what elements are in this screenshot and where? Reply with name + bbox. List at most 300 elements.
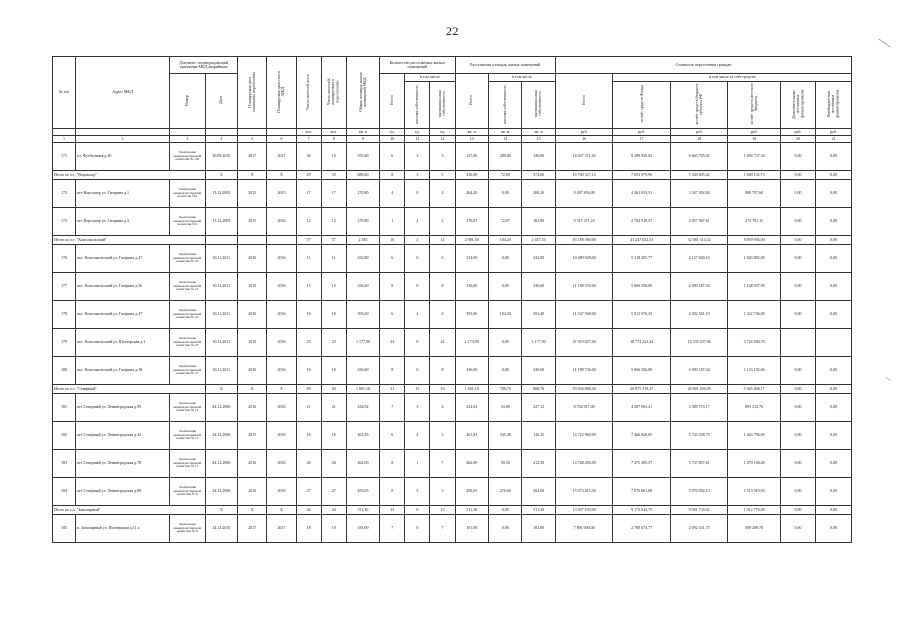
table-cell: 1 680 132,73 (728, 171, 780, 180)
table-cell: 4 (405, 208, 430, 236)
header-area-group: Расселяемая площадь жилых помещений (455, 57, 555, 74)
column-number-cell: 15 (522, 136, 555, 143)
unit-cell: руб. (555, 129, 613, 136)
table-cell: 17 (296, 180, 321, 208)
units-blank-cell (53, 129, 76, 136)
table-cell: 393,60 (455, 301, 488, 329)
table-cell: 6 (380, 245, 405, 273)
table-cell: 868,70 (522, 385, 555, 394)
table-cell: 8 (380, 478, 405, 506)
table-cell: 7 670 861,08 (613, 478, 671, 506)
row-index: 177 (53, 273, 76, 301)
table-cell: 14 723 960,00 (555, 422, 613, 450)
header-cost-incl: в том числе за счёт средств (613, 74, 852, 82)
table-cell: 1 470 108,40 (728, 450, 780, 478)
table-cell: 0,00 (780, 506, 816, 515)
table-cell: 27 (296, 478, 321, 506)
table-cell: 2 981,50 (455, 236, 488, 245)
table-cell: 0,00 (816, 143, 852, 171)
column-number-cell: 16 (555, 136, 613, 143)
row-document: Заключение межведомственной комиссии № 13 (170, 422, 206, 450)
header-area-municipal: муниципальная собственность (522, 82, 555, 129)
table-cell: 23 (321, 329, 346, 357)
table-cell: 0,00 (488, 273, 521, 301)
table-cell: 511,30 (522, 506, 555, 515)
table-cell: 555,60 (346, 143, 379, 171)
table-cell: 511,30 (346, 506, 379, 515)
table-cell: 6 (430, 245, 455, 273)
table-cell: 1 177,90 (346, 329, 379, 357)
table-cell: 0 (405, 245, 430, 273)
table-cell: 24.12.2006 (205, 450, 237, 478)
subtotal-label: Итого по п.г. "Северный" (53, 385, 206, 394)
table-cell: 2 704 018,37 (613, 208, 671, 236)
table-cell: 4 361 653,51 (613, 180, 671, 208)
header-extra: Дополнительные источники финансирования (780, 82, 816, 129)
table-cell: 2017 (238, 515, 267, 543)
table-cell: 0 (405, 357, 430, 385)
table-cell: 10 (321, 515, 346, 543)
header-extra-2: Внебюджетные источники финансирования (816, 82, 852, 129)
table-cell (205, 236, 237, 245)
column-number-cell: 18 (670, 136, 728, 143)
row-document: Заключение межведомственной комиссии № 103 (170, 143, 206, 171)
row-address: пос. Комсомольский ул. Гагарина д.36 (76, 273, 170, 301)
table-cell: 15 073 413,30 (555, 478, 613, 506)
table-cell: 25 (321, 171, 346, 180)
table-cell: 5 315 471,24 (555, 208, 613, 236)
table-cell: X (205, 506, 237, 515)
header-cost-group: Стоимость переселения граждан (555, 57, 851, 74)
header-fund: за счёт средств Фонда (613, 82, 671, 129)
table-cell: 2016 (267, 329, 296, 357)
table-row (53, 208, 852, 236)
table-cell: 4 127 840,10 (670, 245, 728, 273)
table-cell: 29 (296, 171, 321, 180)
table-cell: 0,00 (816, 506, 852, 515)
row-address: пос. Комсомольский ул. Гагарина д.37 (76, 301, 170, 329)
table-cell: 0 (405, 180, 430, 208)
table-cell: 16 (296, 301, 321, 329)
table-cell: 9 941 735,02 (670, 506, 728, 515)
table-cell: 15 (321, 273, 346, 301)
table-header (53, 57, 852, 143)
table-row (53, 357, 852, 385)
table-cell: 234,92 (346, 394, 379, 422)
table-cell: 6 (380, 301, 405, 329)
table-cell: 6 663 705,01 (670, 143, 728, 171)
table-cell: 5 912 076,35 (613, 301, 671, 329)
table-cell: 273 781,11 (728, 208, 780, 236)
header-index: № п/п (53, 57, 76, 129)
table-cell: 2 381 (346, 236, 379, 245)
table-cell: 8 702 917,00 (555, 394, 613, 422)
table-row (53, 478, 852, 506)
unit-cell: ед. (430, 129, 455, 136)
table-cell: 988 797,60 (728, 180, 780, 208)
table-cell: 170,87 (455, 208, 488, 236)
table-cell: X (205, 171, 237, 180)
row-index: 179 (53, 329, 76, 357)
table-cell: 8 (380, 273, 405, 301)
row-address: пос. Комсомольский ул. Гагарина д.27 (76, 245, 170, 273)
unit-cell: руб. (613, 129, 671, 136)
table-cell: 30.11.2011 (205, 245, 237, 273)
column-number-cell: 10 (380, 136, 405, 143)
row-index: 182 (53, 422, 76, 450)
table-cell: 7 891 000,00 (555, 515, 613, 543)
table-cell: 24.12.2006 (205, 422, 237, 450)
table-cell: 2016 (238, 357, 267, 385)
unit-cell: руб. (816, 129, 852, 136)
table-cell: 1 133 192,66 (728, 357, 780, 385)
table-cell: 0,00 (816, 394, 852, 422)
table-cell: 30.11.2011 (205, 273, 237, 301)
unit-cell: ед. (380, 129, 405, 136)
table-cell: 7 (380, 515, 405, 543)
table-cell: 7 053 979,96 (613, 171, 671, 180)
table-row (53, 515, 852, 543)
table-cell: 4 (380, 180, 405, 208)
table-cell: 0,00 (816, 208, 852, 236)
row-address: пгт Воргашор ул. Гагарина д.3 (76, 208, 170, 236)
row-document: Заключение межведомственной комиссии № 8 (170, 478, 206, 506)
table-cell: 3 (430, 143, 455, 171)
table-cell: 0,00 (780, 357, 816, 385)
row-address: пгт Северный ул. Ленинградская д.88 (76, 478, 170, 506)
table-cell: 2017 (238, 143, 267, 171)
table-cell: 7 475 269,37 (613, 450, 671, 478)
table-cell: 2 457,10 (522, 236, 555, 245)
table-cell: 2016 (238, 329, 267, 357)
table-cell: 336,60 (455, 357, 488, 385)
table-cell: 11 (296, 245, 321, 273)
table-cell: 0,00 (816, 357, 852, 385)
table-cell: 8 (380, 171, 405, 180)
table-cell: 2016 (238, 450, 267, 478)
table-cell: 11 189 736,00 (555, 357, 613, 385)
table-cell: 30.11.2011 (205, 301, 237, 329)
table-cell: 18 (296, 515, 321, 543)
header-cost-total: Всего (555, 74, 613, 129)
unit-cell: кв. м (346, 129, 379, 136)
table-cell: 2017 (267, 515, 296, 543)
row-document: Заключение межведомственной комиссии № 12 (170, 394, 206, 422)
table-cell: 1 148 037,99 (728, 273, 780, 301)
table-cell: 72,07 (488, 208, 521, 236)
table-cell: 0,00 (816, 273, 852, 301)
table-cell: 1 177,90 (522, 329, 555, 357)
unit-cell: руб. (670, 129, 728, 136)
column-number-cell: 14 (488, 136, 521, 143)
table-cell: 13 (380, 506, 405, 515)
row-document: Заключение межведомственной комиссии № 21 (170, 273, 206, 301)
table-cell: 336,60 (346, 273, 379, 301)
scan-dust-mark (886, 377, 891, 381)
row-document: Заключение межведомственной комиссии № 8 (170, 515, 206, 543)
table-cell: 332,80 (522, 245, 555, 273)
table-cell: X (267, 385, 296, 394)
table-cell: 270,80 (346, 208, 379, 236)
header-year-end: Планируемая дата сноса МКД (267, 57, 296, 129)
table-cell: 11 547 568,00 (555, 301, 613, 329)
row-index: 185 (53, 515, 76, 543)
table-cell: 0,00 (488, 357, 521, 385)
table-cell: 14 748 284,00 (555, 450, 613, 478)
table-cell: 15 (405, 385, 430, 394)
table-cell: 10 (321, 143, 346, 171)
table-cell: 11 (321, 245, 346, 273)
table-cell: 30.09.2010 (205, 143, 237, 171)
row-document: Заключение межведомственной комиссии №1 (170, 208, 206, 236)
table-cell: 509 289,70 (728, 515, 780, 543)
table-cell: 2016 (267, 422, 296, 450)
column-number-cell: 12 (430, 136, 455, 143)
table-cell: 412,50 (522, 450, 555, 478)
table-cell: 0,00 (816, 245, 852, 273)
table-cell: 336,60 (522, 273, 555, 301)
table-cell: 4 287 063,21 (613, 394, 671, 422)
table-cell: 26 875 219,37 (613, 385, 671, 394)
table-cell: 8 (380, 357, 405, 385)
row-document: Заключение межведомственной комиссии № 20 (170, 245, 206, 273)
table-cell: 1 912 776,00 (728, 506, 780, 515)
table-cell: 7 (430, 450, 455, 478)
table-cell: 0,00 (780, 245, 816, 273)
table-cell: 0,00 (816, 478, 852, 506)
table-cell: 2016 (238, 301, 267, 329)
table-cell: 16 (321, 301, 346, 329)
table-cell: 181,00 (346, 515, 379, 543)
unit-cell: руб. (728, 129, 780, 136)
table-cell: 16 (296, 357, 321, 385)
subtotal-label: Итого по п.г. "Комсомольский" (53, 236, 206, 245)
table-cell: 57 (321, 236, 346, 245)
row-address: пгт Северный ул. Ленинградская д.95 (76, 394, 170, 422)
table-cell: 44 (296, 506, 321, 515)
table-cell: 17 (321, 180, 346, 208)
table-cell (816, 329, 852, 357)
table-cell: 0,00 (816, 450, 852, 478)
table-cell: 8 (380, 450, 405, 478)
table-cell: 3 (430, 478, 455, 506)
table-row (53, 450, 852, 478)
table-cell: 0,00 (780, 301, 816, 329)
column-number-cell: 7 (296, 136, 321, 143)
table-cell: 234,92 (455, 394, 488, 422)
table-cell: 1 601,10 (455, 385, 488, 394)
table-cell: 0,00 (780, 515, 816, 543)
table-cell: 372,00 (522, 171, 555, 180)
table-cell: 4 (430, 180, 455, 208)
table-cell: 33,80 (488, 394, 521, 422)
table-cell: 181,00 (522, 515, 555, 543)
table-cell: 83 188 380,00 (555, 236, 613, 245)
table-cell: 461,83 (455, 422, 488, 450)
table-cell: 2016 (267, 357, 296, 385)
column-number-cell: 9 (346, 136, 379, 143)
table-cell: 3 (405, 143, 430, 171)
table-cell: 416,00 (455, 171, 488, 180)
table-cell: 450,05 (346, 478, 379, 506)
subtotal-row (53, 506, 852, 515)
table-cell: 16 047 371,40 (555, 143, 613, 171)
table-cell: 2016 (267, 478, 296, 506)
table-cell: 0,00 (816, 180, 852, 208)
column-number-cell: 19 (728, 136, 780, 143)
table-cell: 8 (430, 273, 455, 301)
table-cell: 6 (380, 143, 405, 171)
table-cell: 0,00 (816, 236, 852, 245)
table-cell: X (238, 171, 267, 180)
table-cell: 5 365 406,17 (728, 385, 780, 394)
table-cell: 16 (321, 357, 346, 385)
table-cell: 461,83 (346, 422, 379, 450)
table-cell: 0 (405, 515, 430, 543)
table-cell: 5 (430, 171, 455, 180)
unit-cell: руб. (780, 129, 816, 136)
units-blank-cell (238, 129, 267, 136)
table-cell: 5 737 807,61 (670, 450, 728, 478)
table-cell: 104,20 (488, 301, 521, 329)
table-cell: 53 034 669,30 (555, 385, 613, 394)
table-cell: 680,60 (346, 171, 379, 180)
subtotal-label: Итого по п.г. "Воргашор" (53, 171, 206, 180)
column-numbers-row (53, 136, 852, 143)
table-cell: 511,30 (455, 506, 488, 515)
table-cell: 13 027 195,00 (555, 506, 613, 515)
table-row (53, 422, 852, 450)
table-cell: 276,60 (488, 478, 521, 506)
table-cell: 32 081 314,32 (670, 236, 728, 245)
table-cell: 3 347 492,84 (670, 180, 728, 208)
table-row (53, 329, 852, 357)
table-cell: 181,00 (455, 515, 488, 543)
row-address: пос. Комсомольский ул. Гагарина д.38 (76, 357, 170, 385)
table-cell: 11 189 576,00 (555, 273, 613, 301)
table-cell: 393,60 (346, 301, 379, 329)
row-address: пгт Северный ул. Ленинградская д.42 (76, 422, 170, 450)
table-cell: 2015 (238, 180, 267, 208)
table-cell: 4 (430, 301, 455, 329)
table-cell: 0,00 (780, 422, 816, 450)
table-cell: 1 322 736,00 (728, 301, 780, 329)
table-cell: 0,00 (780, 180, 816, 208)
table-cell: 0,00 (780, 236, 816, 245)
table-cell: 137,00 (455, 143, 488, 171)
table-cell: 5 666 356,00 (613, 273, 671, 301)
table-cell: 0 (405, 273, 430, 301)
table-cell: 0,00 (488, 515, 521, 543)
header-area-incl: в том числе (488, 74, 555, 82)
table-cell: 2015 (238, 208, 267, 236)
column-number-cell: 11 (405, 136, 430, 143)
table-cell: 24 (380, 329, 405, 357)
table-cell: 4 390 187,34 (670, 273, 728, 301)
column-number-cell: 17 (613, 136, 671, 143)
table-cell: 23 (296, 329, 321, 357)
subtotal-row (53, 171, 852, 180)
header-doc-date: Дата (205, 74, 237, 129)
table-cell: 16 (430, 385, 455, 394)
header-rooms-municipal: муниципальная собственность (430, 82, 455, 129)
table-cell: 0,00 (780, 478, 816, 506)
table-cell: 2016 (267, 450, 296, 478)
unit-cell: кв. м (488, 129, 521, 136)
table-cell: 0,00 (780, 394, 816, 422)
table-cell: 9 172 643,75 (613, 506, 671, 515)
table-cell: 4 302 561,10 (670, 301, 728, 329)
table-cell: 3 724 500,70 (728, 329, 780, 357)
table-cell: 24.12.2006 (205, 394, 237, 422)
table-cell: 7 (380, 394, 405, 422)
page-number: 22 (446, 24, 459, 38)
table-cell: 116,35 (522, 422, 555, 450)
table-cell: 36 (296, 143, 321, 171)
unit-cell: кв. м (455, 129, 488, 136)
table-cell: 4 (430, 394, 455, 422)
table-cell: 269,20 (522, 180, 555, 208)
table-cell: 2016 (267, 273, 296, 301)
table-cell: 4 390 187,34 (670, 357, 728, 385)
table-cell: 14 (430, 236, 455, 245)
table-cell: 8 859 936,00 (728, 236, 780, 245)
table-row (53, 273, 852, 301)
row-document: Заключение межведомственной комиссии № 22 (170, 301, 206, 329)
table-cell: 13.12.2005 (205, 180, 237, 208)
table-cell: 0,00 (488, 180, 521, 208)
column-number-cell: 21 (816, 136, 852, 143)
table-cell: 14 535 537,96 (670, 329, 728, 357)
units-row (53, 129, 852, 136)
table-cell: 336,60 (455, 273, 488, 301)
table-cell: 0,00 (816, 422, 852, 450)
table-cell: 2 (405, 236, 430, 245)
table-cell: 31 (380, 385, 405, 394)
table-cell: 895 312,76 (728, 394, 780, 422)
column-number-cell: 5 (238, 136, 267, 143)
row-index: 183 (53, 450, 76, 478)
table-cell: X (267, 171, 296, 180)
column-number-cell: 4 (205, 136, 237, 143)
table-cell: 72,00 (488, 171, 521, 180)
table-cell: 2016 (267, 245, 296, 273)
row-index: 178 (53, 301, 76, 329)
header-budget-subject: за счёт средств бюджета субъекта РФ (670, 82, 728, 129)
table-cell: 8 289 930,02 (613, 143, 671, 171)
table-cell: 4 (405, 422, 430, 450)
row-index: 172 (53, 180, 76, 208)
table-row (53, 143, 852, 171)
table-cell: 3 (405, 394, 430, 422)
unit-cell: ед. (405, 129, 430, 136)
table-cell: 0,00 (780, 450, 816, 478)
table-cell: 2 092 331,75 (670, 515, 728, 543)
table-cell: 1 (380, 208, 405, 236)
table-cell: 41 247 652,53 (613, 236, 671, 245)
table-cell: 5 666 356,00 (613, 357, 671, 385)
header-area-total-2: Всего (455, 74, 488, 129)
row-index: 173 (53, 208, 76, 236)
table-cell: 5 970 002,13 (670, 478, 728, 506)
header-doc-number: Номер (170, 74, 206, 129)
table-cell: 2 (430, 208, 455, 236)
table-cell: 270,80 (346, 180, 379, 208)
header-people: Число жителей всего (296, 57, 321, 129)
column-number-cell: 3 (170, 136, 206, 143)
table-cell: 69 (296, 385, 321, 394)
table-cell: X (238, 506, 267, 515)
